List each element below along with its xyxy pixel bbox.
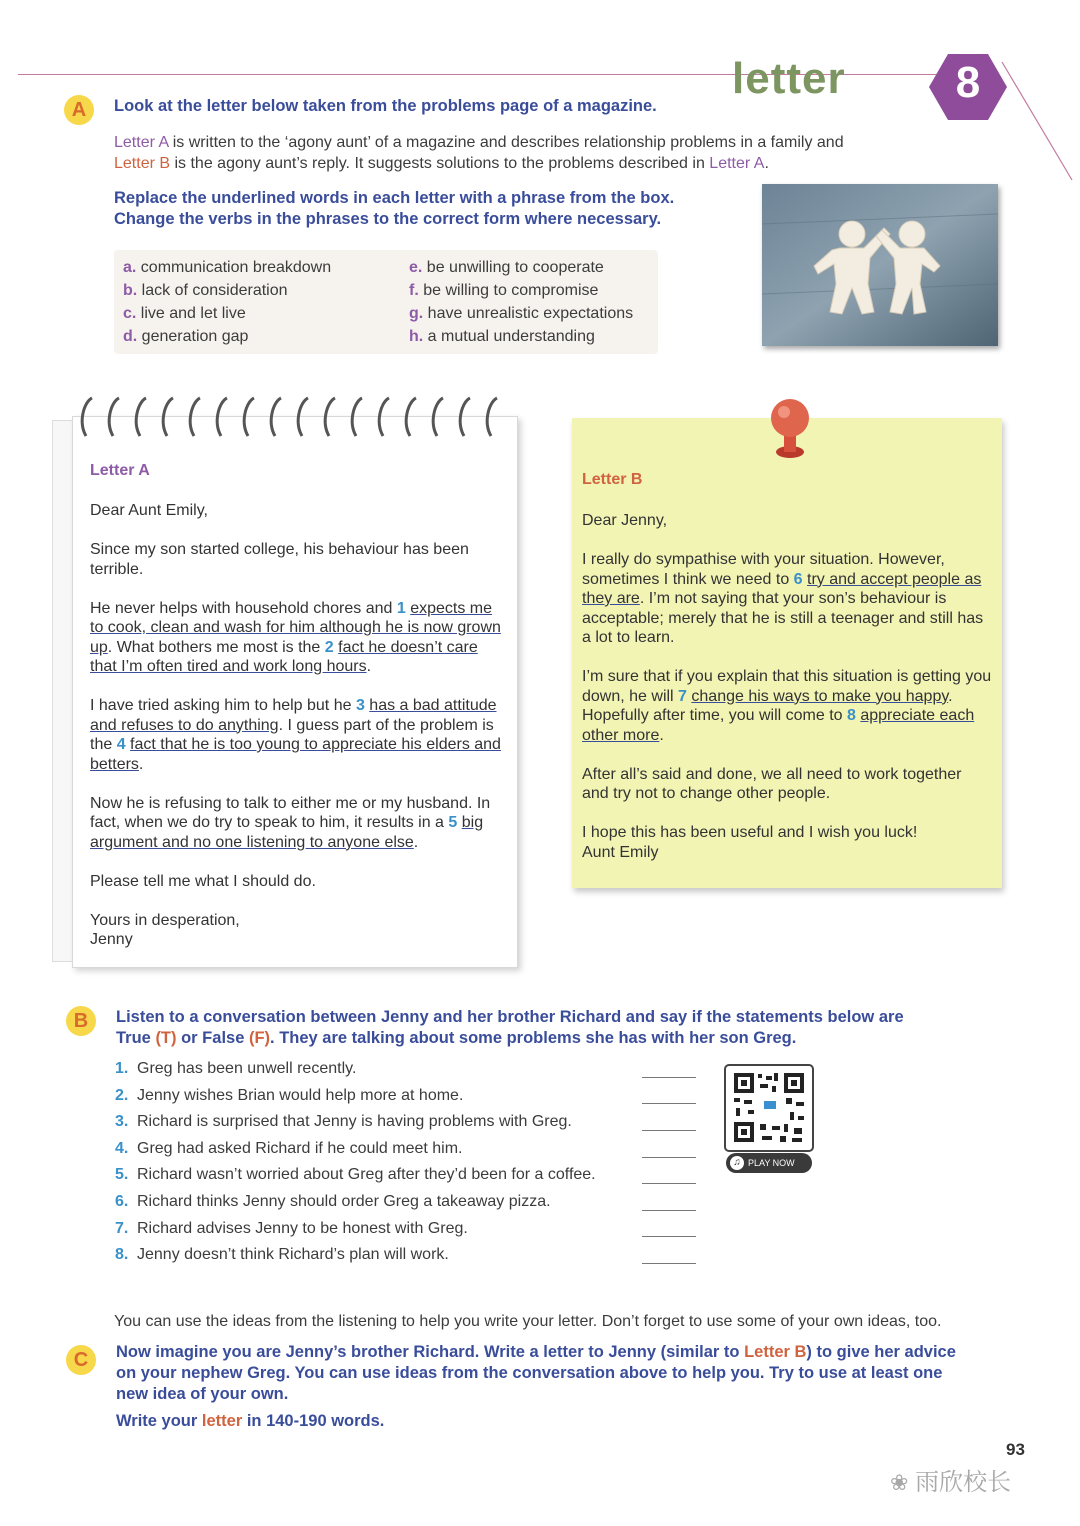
intro-text-2: is the agony aunt’s reply. It suggests solutions to the problems described in	[170, 155, 710, 172]
answer-blank[interactable]	[642, 1077, 696, 1078]
play-now-label: PLAY NOW	[748, 1158, 795, 1168]
statement-item: 1. Greg has been unwell recently.	[115, 1060, 357, 1077]
letter-a-signature: Jenny	[90, 931, 133, 948]
letter-b-p4: I hope this has been useful and I wish you luck!	[582, 824, 918, 841]
play-now-button[interactable]	[726, 1153, 812, 1173]
letter-b-title: Letter B	[582, 471, 643, 488]
pushpin-icon	[760, 396, 820, 466]
statement-item: 2. Jenny wishes Brian would help more at home.	[115, 1086, 464, 1104]
option-item: h. a mutual understanding	[409, 328, 595, 345]
option-item: e. be unwilling to cooperate	[409, 259, 604, 276]
letter-a-closing: Yours in desperation,	[90, 911, 240, 929]
letter-b-p1: I really do sympathise with your situation. However, sometimes I think we need to 6 try and accept people as they are. I’m not saying that your son’s behaviour is acceptable; merely that he is still a teenager and still has a lot to learn.	[582, 551, 984, 646]
letter-b-ref: Letter B	[114, 155, 171, 172]
section-a-intro	[114, 132, 874, 174]
section-a-instruction: Look at the letter below taken from the problems page of a magazine.	[114, 97, 657, 115]
letter-b-body	[582, 511, 992, 862]
letter-b-signature: Aunt Emily	[582, 843, 659, 861]
intro-text-3: .	[764, 155, 769, 172]
statement-item: 8. Jenny doesn’t think Richard’s plan will work.	[115, 1246, 449, 1264]
answer-blank[interactable]	[642, 1210, 696, 1211]
letter-a-p2: He never helps with household chores and 1 expects me to cook, clean and wash for him although he is now grown up. What bothers me most is the 2 fact he doesn’t care that I’m often tired and work long hours.	[90, 599, 501, 675]
statement-list	[115, 1056, 635, 1269]
letter-a-p5: Please tell me what I should do.	[90, 872, 316, 890]
section-c-badge: C	[66, 1345, 96, 1375]
unit-number: 8	[955, 58, 981, 107]
options-right-column	[409, 256, 633, 348]
paper-figures-photo	[762, 184, 998, 346]
option-item: a. communication breakdown	[123, 259, 332, 276]
option-item: d. generation gap	[123, 328, 249, 345]
unit-title: letter	[732, 54, 846, 103]
options-left-column	[123, 256, 331, 348]
watermark	[890, 1462, 1011, 1497]
page-number: 93	[1006, 1440, 1025, 1459]
letter-a-body	[90, 501, 502, 950]
answer-blank[interactable]	[642, 1263, 696, 1264]
wechat-icon: ❀	[890, 1470, 909, 1495]
answer-blank[interactable]	[642, 1183, 696, 1184]
section-c-instruction: Now imagine you are Jenny’s brother Richard. Write a letter to Jenny (similar to Letter B) to give her advice on your nephew Greg. You can use ideas from the conversation above to help you. Try to use at least one new idea of your own.	[116, 1343, 956, 1403]
letter-a-p1: Since my son started college, his behaviour has been terrible.	[90, 541, 469, 578]
section-b-instruction: Listen to a conversation between Jenny and her brother Richard and say if the statements below are True (T) or False (F). They are talking about some problems she has with her son Greg.	[116, 1008, 904, 1047]
option-item: b. lack of consideration	[123, 282, 288, 299]
task-line-1: Replace the underlined words in each letter with a phrase from the box.	[114, 189, 675, 207]
option-item: g. have unrealistic expectations	[409, 305, 634, 322]
statement-item: 7. Richard advises Jenny to be honest with Greg.	[115, 1219, 468, 1237]
statement-item: 4. Greg had asked Richard if he could meet him.	[115, 1139, 463, 1157]
header-diagonal-line	[1000, 60, 1080, 190]
section-a-badge: A	[64, 95, 94, 125]
letter-b-p2: I’m sure that if you explain that this situation is getting you down, he will 7 change his ways to make you happy. Hopefully after time, you will come to 8 appreciate each other more.	[582, 668, 992, 744]
task-line-2: Change the verbs in the phrases to the correct form where necessary.	[114, 210, 662, 228]
section-b-badge: B	[66, 1006, 96, 1036]
letter-a-ref: Letter A	[114, 134, 169, 151]
option-item: f. be willing to compromise	[409, 282, 599, 299]
answer-blank[interactable]	[642, 1103, 696, 1104]
answer-blank[interactable]	[642, 1236, 696, 1237]
music-note-icon: ♫	[730, 1156, 744, 1170]
answer-blank[interactable]	[642, 1130, 696, 1131]
letter-b-p3: After all’s said and done, we all need to work together and try not to change other people.	[582, 765, 962, 802]
letter-a-ref-2: Letter A	[709, 155, 765, 172]
letter-a-p4: Now he is refusing to talk to either me or my husband. In fact, when we do try to speak to him, it results in a 5 big argument and no one listening to anyone else.	[90, 794, 491, 851]
statement-item: 3. Richard is surprised that Jenny is having problems with Greg.	[115, 1113, 572, 1131]
statement-item: 5. Richard wasn’t worried about Greg after they’d been for a coffee.	[115, 1166, 596, 1184]
section-c-word-count: Write your letter in 140-190 words.	[116, 1412, 385, 1430]
letter-a-title: Letter A	[90, 462, 150, 479]
statement-item: 6. Richard thinks Jenny should order Greg a takeaway pizza.	[115, 1192, 551, 1210]
letter-a-greeting: Dear Aunt Emily,	[90, 502, 208, 519]
qr-code[interactable]	[724, 1064, 814, 1152]
letter-b-greeting: Dear Jenny,	[582, 512, 668, 529]
option-item: c. live and let live	[123, 305, 246, 322]
intro-text-1: is written to the ‘agony aunt’ of a magazine and describes relationship problems in a family and	[168, 134, 844, 151]
letter-a-p3: I have tried asking him to help but he 3 has a bad attitude and refuses to do anything. I guess part of the problem is the 4 fact that he is too young to appreciate his elders and betters.	[90, 697, 501, 773]
watermark-text: 雨欣校长	[915, 1469, 1012, 1496]
answer-blank[interactable]	[642, 1157, 696, 1158]
section-c-lead: You can use the ideas from the listening to help you write your letter. Don’t forget to use some of your own ideas, too.	[114, 1313, 942, 1330]
notepad-spiral	[76, 392, 516, 442]
